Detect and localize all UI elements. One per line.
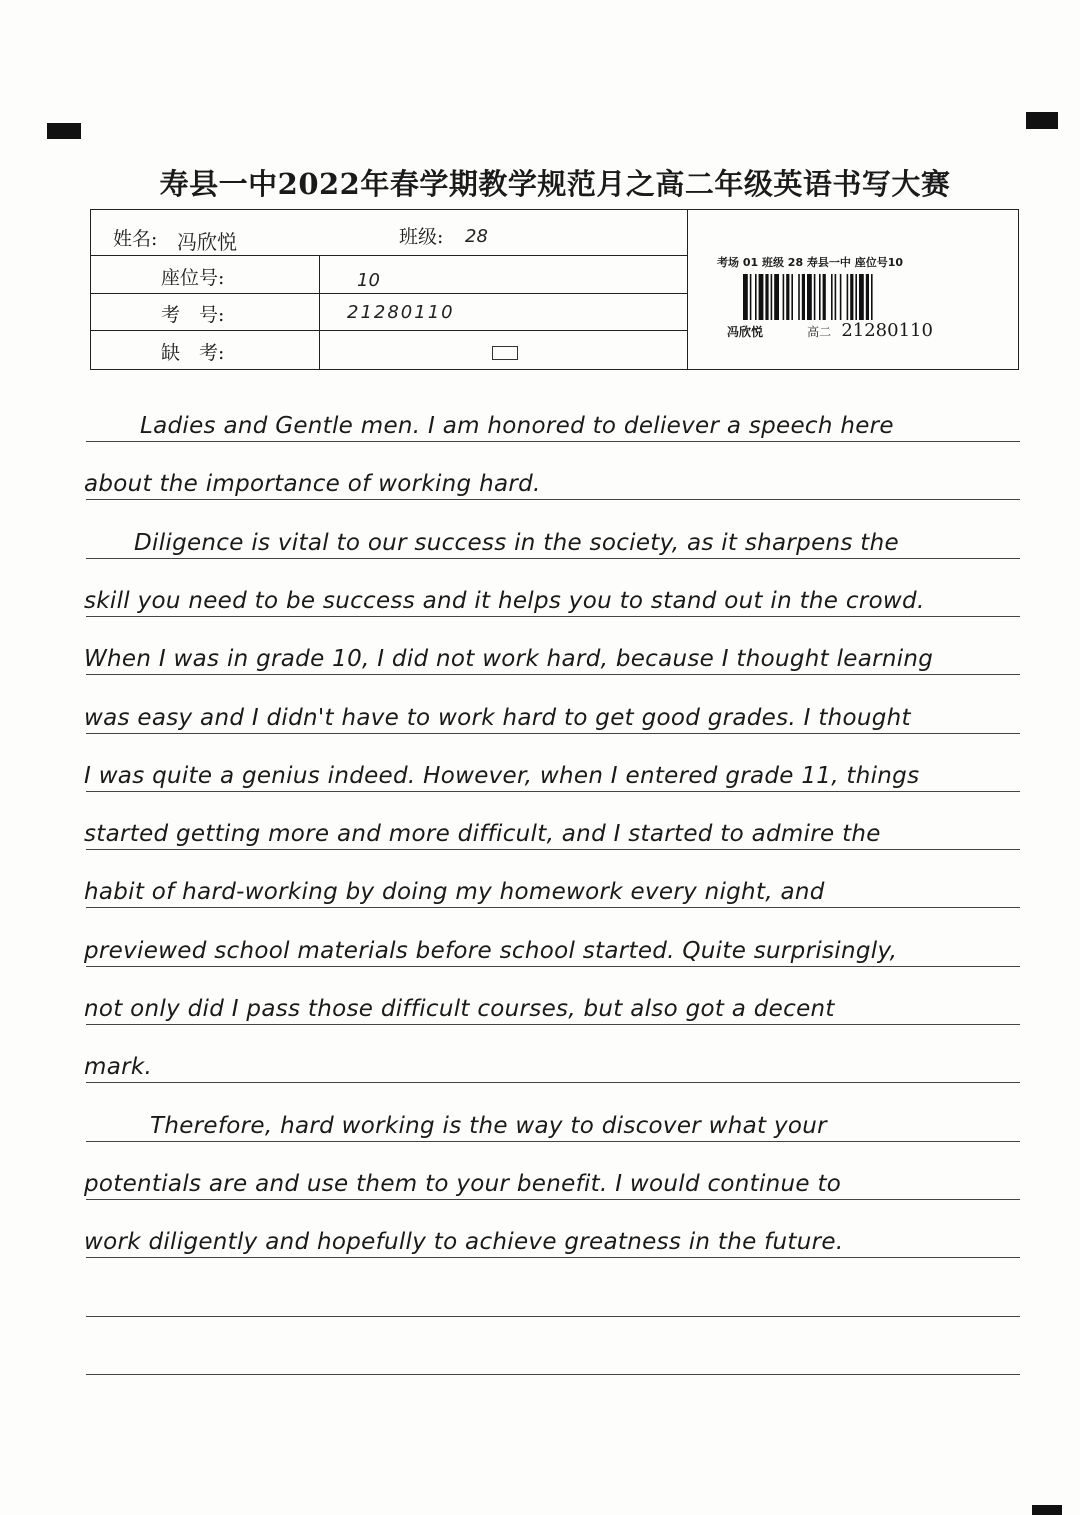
barcode-footer: [727, 320, 957, 341]
ruled-line: [86, 1316, 1020, 1317]
essay-line: started getting more and more difficult, and I started to admire the: [84, 821, 881, 847]
essay-line: Ladies and Gentle men. I am honored to deliever a speech here: [140, 413, 894, 439]
essay-line: previewed school materials before school started. Quite surprisingly,: [84, 938, 898, 964]
exam-no-value: 21280110: [347, 302, 455, 323]
barcode-student-name: 冯欣悦: [727, 325, 764, 339]
essay-line: habit of hard-working by doing my homework every night, and: [84, 879, 825, 905]
student-info-table: [90, 209, 1019, 370]
name-label: 姓名:: [113, 228, 158, 250]
registration-mark-top-right: [1026, 112, 1058, 129]
registration-mark-bottom-right: [1032, 1505, 1062, 1515]
essay-line: I was quite a genius indeed. However, when I entered grade 11, things: [84, 763, 920, 789]
essay-line: When I was in grade 10, I did not work hard, because I thought learning: [84, 646, 934, 672]
essay-line: potentials are and use them to your benefit. I would continue to: [84, 1171, 842, 1197]
info-column-divider: [319, 256, 320, 369]
essay-line: Therefore, hard working is the way to discover what your: [150, 1113, 827, 1139]
essay-line: mark.: [84, 1054, 153, 1080]
class-label: 班级:: [399, 226, 444, 248]
essay-line: was easy and I didn't have to work hard to get good grades. I thought: [84, 705, 911, 731]
class-value: 28: [465, 226, 488, 247]
ruled-line: [86, 733, 1020, 734]
essay-line: not only did I pass those difficult courses, but also got a decent: [84, 996, 835, 1022]
ruled-line: [86, 791, 1020, 792]
ruled-line: [86, 558, 1020, 559]
ruled-line: [86, 1141, 1020, 1142]
ruled-line: [86, 966, 1020, 967]
exam-no-label: 考 号:: [161, 304, 225, 326]
ruled-line: [86, 907, 1020, 908]
info-barcode-divider: [687, 210, 688, 369]
barcode-icon: [743, 274, 947, 320]
ruled-line: [86, 674, 1020, 675]
page-title: 寿县一中2022年春学期教学规范月之高二年级英语书写大赛: [159, 167, 951, 201]
absent-checkbox[interactable]: [492, 346, 518, 360]
barcode-student-id: 21280110: [841, 320, 933, 341]
barcode-grade: 高二: [807, 325, 832, 339]
ruled-line: [86, 441, 1020, 442]
essay-line: Diligence is vital to our success in the society, as it sharpens the: [134, 530, 899, 556]
ruled-line: [86, 1199, 1020, 1200]
ruled-line: [86, 1257, 1020, 1258]
seat-value: 10: [357, 270, 380, 291]
essay-line: about the importance of working hard.: [84, 471, 541, 497]
ruled-line: [86, 1082, 1020, 1083]
ruled-line: [86, 499, 1020, 500]
essay-line: work diligently and hopefully to achieve greatness in the future.: [84, 1229, 844, 1255]
barcode-header: 考场 01 班级 28 寿县一中 座位号10: [717, 256, 904, 269]
ruled-line: [86, 849, 1020, 850]
barcode-card: [717, 254, 933, 341]
ruled-line: [86, 1024, 1020, 1025]
name-value: 冯欣悦: [177, 230, 237, 254]
ruled-line: [86, 1374, 1020, 1375]
registration-mark-top-left: [47, 123, 81, 139]
ruled-line: [86, 616, 1020, 617]
essay-line: skill you need to be success and it helps you to stand out in the crowd.: [84, 588, 925, 614]
seat-label: 座位号:: [161, 267, 225, 289]
absent-label: 缺 考:: [161, 342, 225, 364]
